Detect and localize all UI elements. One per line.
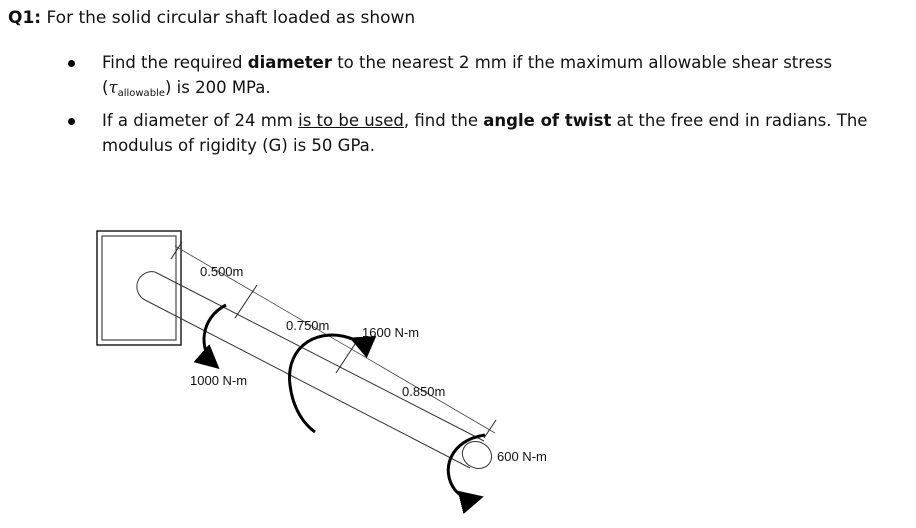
task-text: ) is 200 MPa. xyxy=(164,78,271,97)
question-label: Q1: xyxy=(8,8,42,28)
dimension-tick xyxy=(484,420,496,438)
torque-label-1000: 1000 N-m xyxy=(190,373,248,388)
task-bold-term: angle of twist xyxy=(483,111,612,130)
task-text: Find the required xyxy=(102,53,248,72)
torque-arrow-1600 xyxy=(290,335,355,432)
task-text: to the nearest 2 mm if the maximum allowable shear stress xyxy=(331,53,833,72)
shaft-left-end xyxy=(137,272,155,300)
task-text: If a diameter of 24 mm xyxy=(102,111,299,130)
length-label-3: 0.850m xyxy=(402,384,446,399)
dimension-tick xyxy=(235,285,257,318)
tau-subscript: allowable xyxy=(117,88,165,99)
task-bold-term: diameter xyxy=(247,53,332,72)
wall-support-inner xyxy=(102,236,176,340)
task-text: modulus of rigidity (G) is 50 GPa. xyxy=(102,136,376,155)
task-text: at the free end in radians. The xyxy=(611,111,868,130)
torque-label-600: 600 N-m xyxy=(497,449,547,464)
length-label-2: 0.750m xyxy=(286,318,330,333)
torque-label-1600: 1600 N-m xyxy=(362,325,420,340)
wall-support-outer xyxy=(97,231,181,345)
question-text: For the solid circular shaft loaded as shown xyxy=(41,8,416,28)
task-text: ( xyxy=(102,78,109,97)
shaft-top-edge xyxy=(155,272,484,441)
task-underlined: is to be used xyxy=(298,111,404,130)
torque-arrow-1000 xyxy=(204,305,226,365)
length-label-1: 0.500m xyxy=(200,264,244,279)
tau-symbol: τ xyxy=(108,78,118,97)
task-text: , find the xyxy=(403,111,484,130)
